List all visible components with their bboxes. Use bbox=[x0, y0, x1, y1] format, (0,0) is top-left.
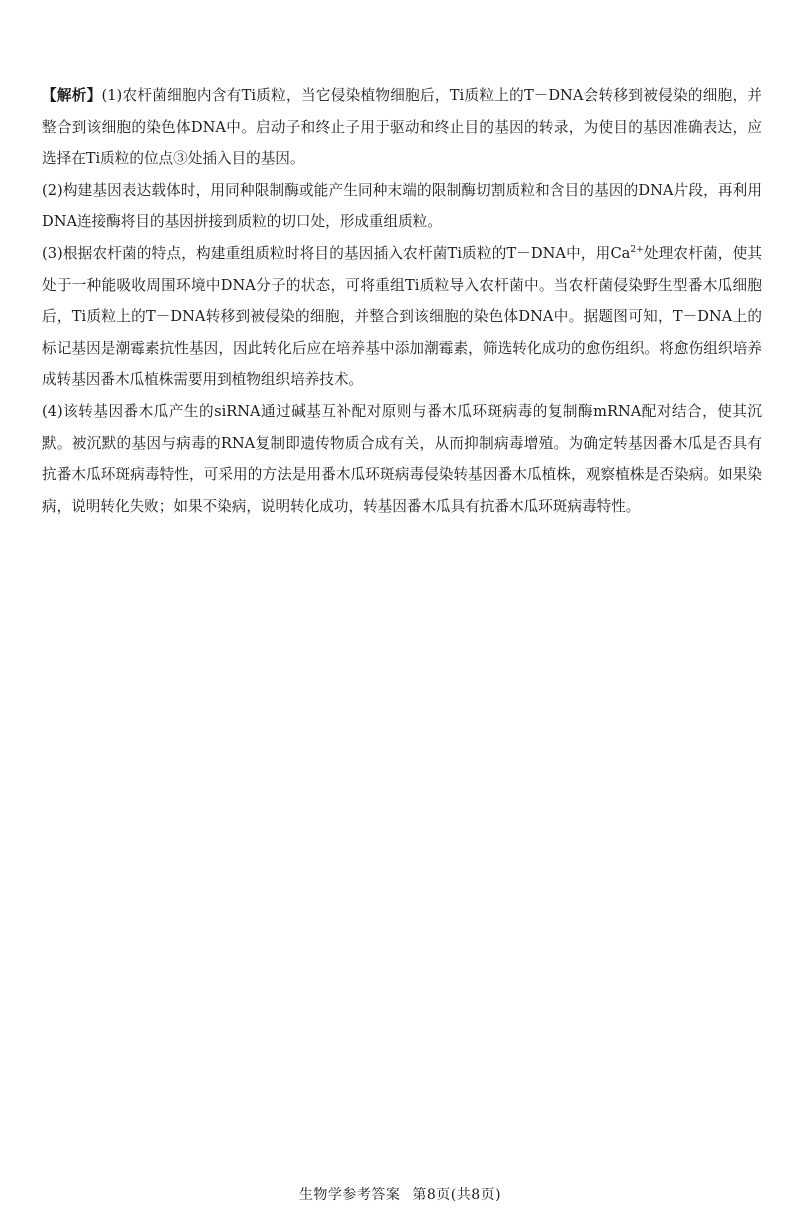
answer-paragraph-3 bbox=[42, 238, 762, 396]
answer-text-2: (2)构建基因表达载体时，用同种限制酶或能产生同种末端的限制酶切割质粒和含目的基因的DNA片段，再利用DNA连接酶将目的基因拼接到质粒的切口处，形成重组质粒。 bbox=[42, 181, 762, 231]
page-footer bbox=[0, 1184, 800, 1204]
answer-text-4: (4)该转基因番木瓜产生的siRNA通过碱基互补配对原则与番木瓜环斑病毒的复制酶mRNA配对结合，使其沉默。被沉默的基因与病毒的RNA复制即遗传物质合成有关，从而抑制病毒增殖。为确定转基因番木瓜是否具有抗番木瓜环斑病毒特性，可采用的方法是用番木瓜环斑病毒侵染转基因番木瓜植株，观察植株是否染病。如果染病，说明转化失败；如果不染病，说明转化成功，转基因番木瓜具有抗番木瓜环斑病毒特性。 bbox=[42, 402, 762, 515]
footer-subject: 生物学参考答案 bbox=[298, 1187, 401, 1203]
answer-text-3a: (3)根据农杆菌的特点，构建重组质粒时将目的基因插入农杆菌Ti质粒的T－DNA中，用Ca bbox=[42, 244, 631, 262]
answer-text-3b: 处理农杆菌，使其处于一种能吸收周围环境中DNA分子的状态，可将重组Ti质粒导入农杆菌中。当农杆菌侵染野生型番木瓜细胞后，Ti质粒上的T－DNA转移到被侵染的细胞，并整合到该细胞的染色体DNA中。据题图可知，T－DNA上的标记基因是潮霉素抗性基因，因此转化后应在培养基中添加潮霉素，筛选转化成功的愈伤组织。将愈伤组织培养成转基因番木瓜植株需要用到植物组织培养技术。 bbox=[42, 244, 762, 389]
answer-paragraph-4 bbox=[42, 396, 762, 522]
answer-paragraph-1 bbox=[42, 80, 762, 175]
calcium-charge-superscript: 2+ bbox=[630, 245, 644, 256]
footer-page-number: 第8页(共8页) bbox=[412, 1187, 502, 1203]
analysis-tag: 【解析】 bbox=[42, 87, 102, 104]
answer-body bbox=[42, 80, 762, 522]
answer-paragraph-2 bbox=[42, 175, 762, 238]
answer-text-1: (1)农杆菌细胞内含有Ti质粒，当它侵染植物细胞后，Ti质粒上的T－DNA会转移到被侵染的细胞，并整合到该细胞的染色体DNA中。启动子和终止子用于驱动和终止目的基因的转录，为使目的基因准确表达，应选择在Ti质粒的位点③处插入目的基因。 bbox=[42, 87, 762, 168]
